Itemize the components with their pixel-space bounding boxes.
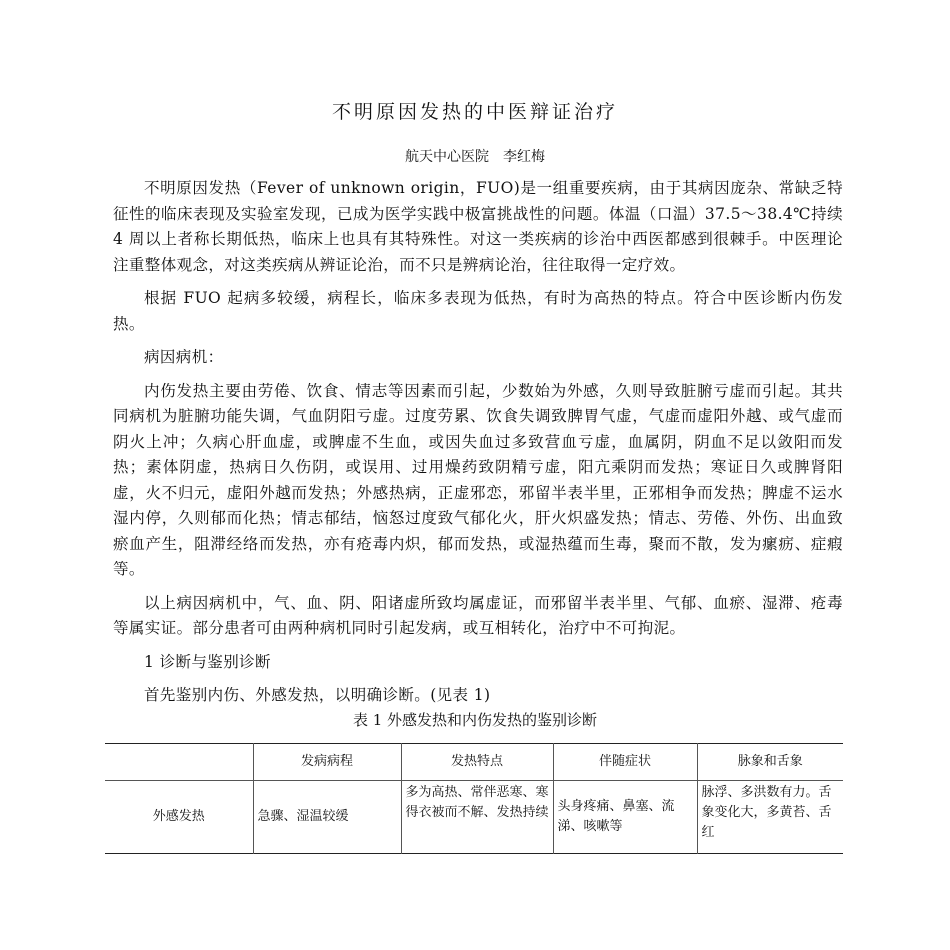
- table-cell: 头身疼痛、鼻塞、流涕、咳嗽等: [553, 781, 697, 854]
- paper-title: 不明原因发热的中医辩证治疗: [331, 101, 618, 123]
- table-header-row: [105, 744, 843, 781]
- table-cell: 急骤、湿温较缓: [253, 781, 401, 854]
- table-header-cell: 发病病程: [253, 744, 401, 781]
- table-header-cell: 发热特点: [401, 744, 553, 781]
- table-cell: 多为高热、常伴恶寒、寒得衣被而不解、发热持续: [401, 781, 553, 854]
- table-header-cell: [105, 744, 253, 781]
- table-row: [105, 781, 843, 854]
- author-line: 航天中心医院 李红梅: [405, 149, 545, 165]
- paragraph-etiology-heading: 病因病机：: [144, 348, 224, 366]
- paragraph-diagnosis: 根据 FUO 起病多较缓，病程长，临床多表现为低热，有时为高热的特点。符合中医诊断内伤发热。: [113, 289, 843, 333]
- table-cell: 脉浮、多洪数有力。舌象变化大，多黄苔、舌红: [697, 781, 843, 854]
- body-text: [113, 176, 843, 717]
- paragraph-pathogenesis: 内伤发热主要由劳倦、饮食、情志等因素而引起，少数始为外感，久则导致脏腑亏虚而引起。其共同病机为脏腑功能失调，气血阴阳亏虚。过度劳累、饮食失调致脾胃气虚，气虚而虚阳外越、或气虚而阴火上冲；久病心肝血虚，或脾虚不生血，或因失血过多致营血亏虚，血属阴，阴血不足以敛阳而发热；素体阴虚，热病日久伤阴，或误用、过用燥药致阴精亏虚，阳亢乘阴而发热；寒证日久或脾肾阳虚，火不归元，虚阳外越而发热；外感热病，正虚邪恋，邪留半表半里，正邪相争而发热；脾虚不运水湿内停，久则郁而化热；情志郁结，恼怒过度致气郁化火，肝火炽盛发热；情志、劳倦、外伤、出血致瘀血产生，阻滞经络而发热，亦有疮毒内炽，郁而发热，或湿热蕴而生毒，聚而不散，发为瘰疬、症瘕等。: [113, 381, 843, 578]
- table-caption: 表 1 外感发热和内伤发热的鉴别诊断: [352, 711, 598, 729]
- table-cell: 外感发热: [105, 781, 253, 854]
- differential-table: [105, 743, 843, 854]
- section-heading-diagnosis: 1 诊断与鉴别诊断: [144, 652, 271, 671]
- paragraph-intro: 不明原因发热（Fever of unknown origin，FUO)是一组重要疾病，由于其病因庞杂、常缺乏特征性的临床表现及实验室发现，已成为医学实践中极富挑战性的问题。体温（口温）37.5～38.4℃持续 4 周以上者称长期低热，临床上也具有其特殊性。对这一类疾病的诊治中西医都感到很棘手。中医理论注重整体观念，对这类疾病从辨证论治，而不只是辨病论治，往往取得一定疗效。: [113, 179, 843, 274]
- paragraph-table-ref: 首先鉴别内伤、外感发热，以明确诊断。(见表 1): [144, 686, 491, 704]
- table-header-cell: 脉象和舌象: [697, 744, 843, 781]
- table-header-cell: 伴随症状: [553, 744, 697, 781]
- paragraph-summary: 以上病因病机中，气、血、阴、阳诸虚所致均属虚证，而邪留半表半里、气郁、血瘀、湿滞、疮毒等属实证。部分患者可由两种病机同时引起发病，或互相转化，治疗中不可拘泥。: [113, 593, 843, 637]
